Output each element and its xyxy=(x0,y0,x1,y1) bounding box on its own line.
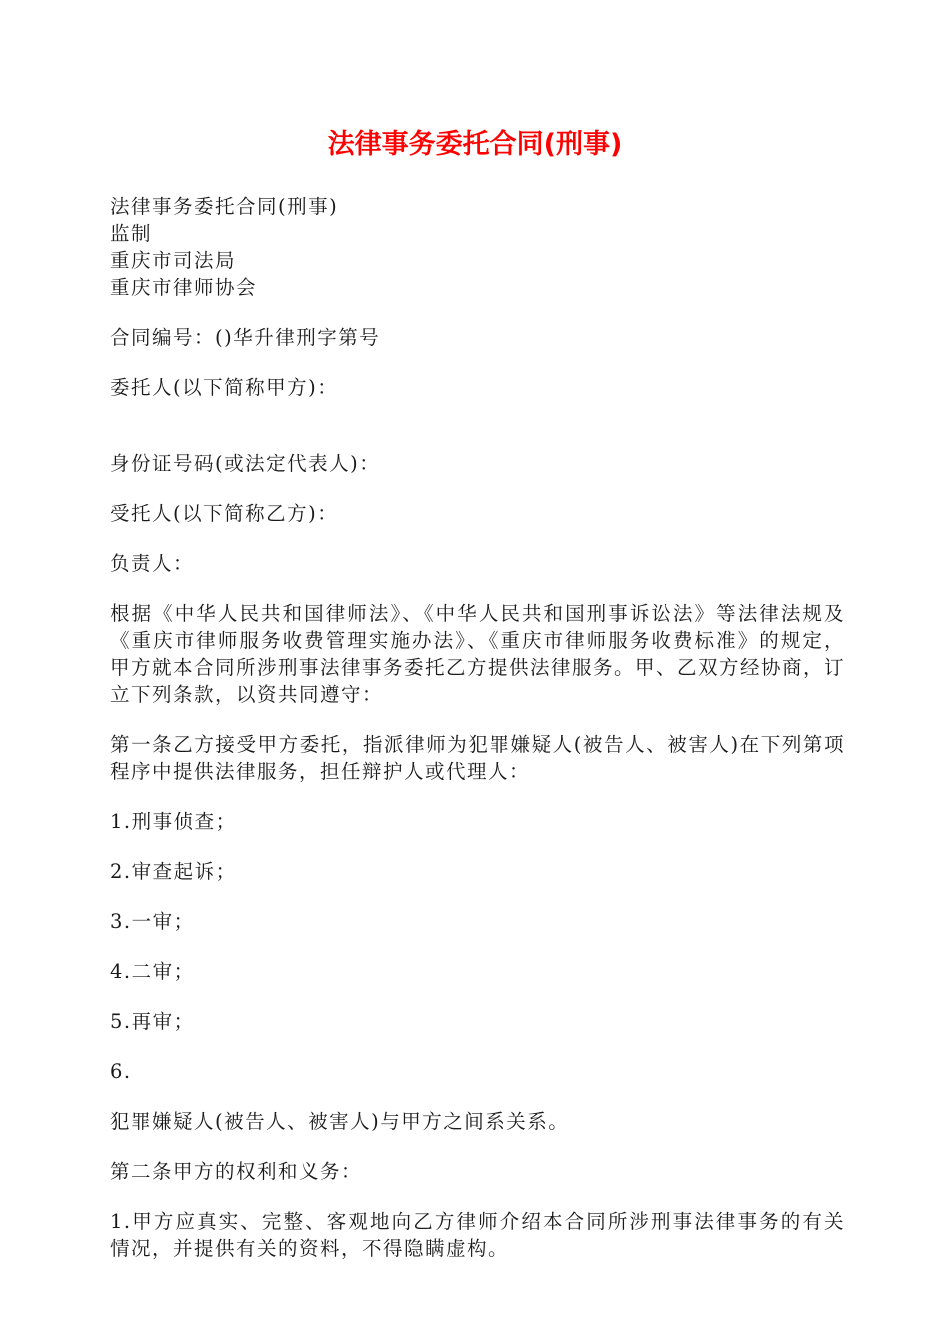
list-item: 6. xyxy=(110,1060,132,1083)
agent-line: 受托人(以下简称乙方)： xyxy=(110,502,339,525)
list-item: 2.审查起诉； xyxy=(110,860,237,883)
header-line: 重庆市司法局 xyxy=(110,249,237,272)
id-number-line: 身份证号码(或法定代表人)： xyxy=(110,452,381,475)
document-body xyxy=(110,193,845,1262)
responsible-line: 负责人： xyxy=(110,552,195,575)
list-item: 4.二审； xyxy=(110,960,195,983)
list-item: 5.再审； xyxy=(110,1010,195,1033)
article-1: 第一条乙方接受甲方委托，指派律师为犯罪嫌疑人(被告人、被害人)在下列第项程序中提供法律服务，担任辩护人或代理人： xyxy=(110,733,845,783)
header-line: 法律事务委托合同(刑事) xyxy=(110,195,339,218)
document-title: 法律事务委托合同(刑事) xyxy=(327,129,623,160)
list-item: 1.刑事侦查； xyxy=(110,810,237,833)
header-line: 监制 xyxy=(110,222,153,245)
preamble-paragraph: 根据《中华人民共和国律师法》、《中华人民共和国刑事诉讼法》等法律法规及《重庆市律师服务收费管理实施办法》、《重庆市律师服务收费标准》的规定，甲方就本合同所涉刑事法律事务委托乙方提供法律服务。甲、乙双方经协商，订立下列条款，以资共同遵守： xyxy=(110,602,846,706)
article-2-item-1: 1.甲方应真实、完整、客观地向乙方律师介绍本合同所涉刑事法律事务的有关情况，并提供有关的资料，不得隐瞒虚构。 xyxy=(110,1210,845,1260)
list-item: 3.一审； xyxy=(110,910,195,933)
article-2: 第二条甲方的权利和义务： xyxy=(110,1160,363,1183)
client-line: 委托人(以下简称甲方)： xyxy=(110,376,339,399)
contract-number: 合同编号：()华升律刑字第号 xyxy=(110,326,381,349)
header-line: 重庆市律师协会 xyxy=(110,276,258,299)
relation-line: 犯罪嫌疑人(被告人、被害人)与甲方之间系关系。 xyxy=(110,1110,570,1133)
